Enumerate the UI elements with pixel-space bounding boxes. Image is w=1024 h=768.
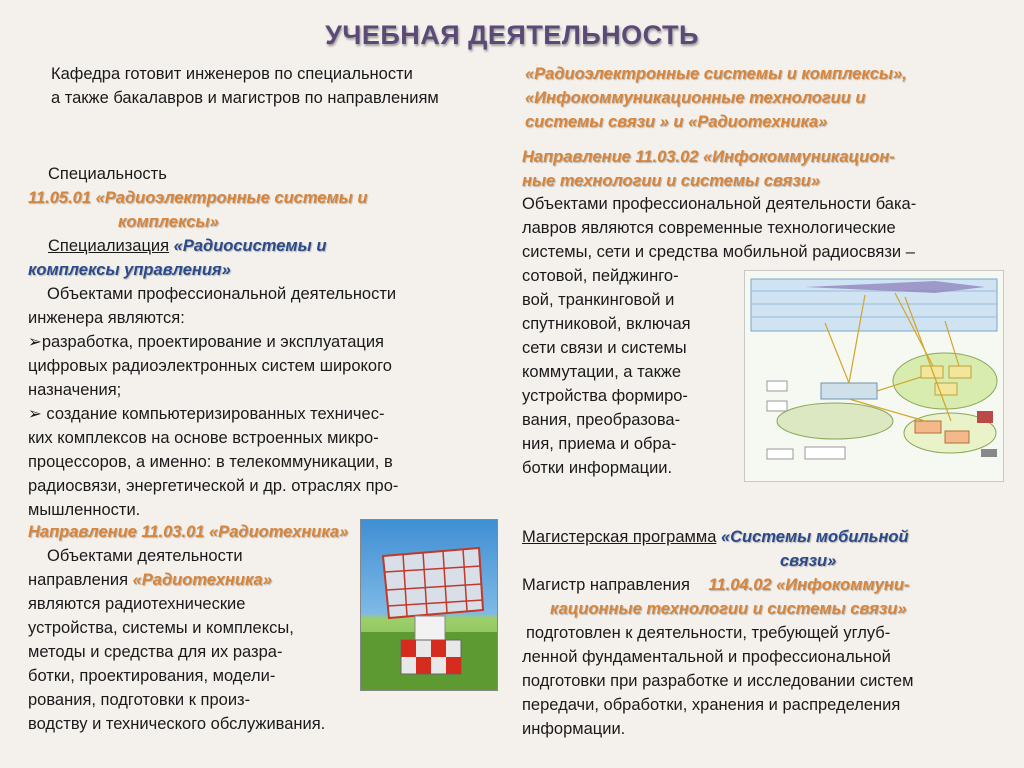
radiotech-name: «Радиотехника»: [132, 571, 272, 589]
left-objects-line: Объектами профессиональной деятельности: [47, 285, 397, 303]
infocom-dir-label2: ные технологии и системы связи»: [522, 172, 821, 190]
left-objects-line: ких комплексов на основе встроенных микро-: [28, 429, 379, 447]
master-text-line: передачи, обработки, хранения и распределения: [522, 696, 901, 714]
spec-line1: 11.05.01 «Радиоэлектронные системы и: [28, 189, 368, 207]
radiotech-text-line: направления: [28, 571, 133, 589]
specialization-name2: комплексы управления»: [28, 261, 231, 279]
right-objects-line: вания, преобразова-: [522, 411, 681, 429]
radiotech-text-line: Объектами деятельности: [47, 547, 243, 565]
intro-left-line2: а также бакалавров и магистров по направлениям: [51, 89, 439, 107]
left-objects-line: ➢ создание компьютеризированных техничес-: [28, 405, 385, 423]
radar-antenna-photo: [360, 519, 498, 691]
spec-line2: комплексы»: [118, 213, 219, 231]
right-objects-line: ния, приема и обра-: [522, 435, 677, 453]
master-dir-prefix: Магистр направления: [522, 576, 690, 594]
master-text-line: информации.: [522, 720, 626, 738]
left-objects-line: инженера являются:: [28, 309, 185, 327]
specialization-label: Специализация: [48, 237, 170, 255]
intro-right-line1: «Радиоэлектронные системы и комплексы»,: [525, 65, 907, 83]
right-objects-line: коммутации, а также: [522, 363, 682, 381]
right-objects-line: сети связи и системы: [522, 339, 687, 357]
radiotech-text-line: методы и средства для их разра-: [28, 643, 283, 661]
right-objects-line: вой, транкинговой и: [522, 291, 675, 309]
master-text-line: ленной фундаментальной и профессиональной: [522, 648, 891, 666]
left-objects-line: ➢разработка, проектирование и эксплуатация: [28, 333, 384, 351]
communication-network-diagram: [744, 270, 1004, 482]
radar-icon: [361, 520, 497, 690]
intro-right-line3: системы связи » и «Радиотехника»: [525, 113, 828, 131]
master-text-line: подготовлен к деятельности, требующей углуб-: [526, 624, 891, 642]
intro-right-line2: «Инфокоммуникационные технологии и: [525, 89, 866, 107]
radiotech-text-line: являются радиотехнические: [28, 595, 246, 613]
right-objects-line: системы, сети и средства мобильной радиосвязи –: [522, 243, 915, 261]
page-title: УЧЕБНАЯ ДЕЯТЕЛЬНОСТЬ: [325, 20, 699, 50]
master-dir-name2: кационные технологии и системы связи»: [550, 600, 907, 618]
specialization-name1: «Радиосистемы и: [173, 237, 327, 255]
spec-label: Специальность: [48, 165, 167, 183]
intro-left-line1: Кафедра готовит инженеров по специальности: [51, 65, 413, 83]
right-objects-line: сотовой, пейджинго-: [522, 267, 679, 285]
master-text-line: подготовки при разработке и исследовании систем: [522, 672, 914, 690]
master-program-name2: связи»: [780, 552, 837, 570]
radiotech-text-line: водству и технического обслуживания.: [28, 715, 326, 733]
right-objects-line: устройства формиро-: [522, 387, 688, 405]
network-diagram-icon: [745, 271, 1003, 481]
radiotech-text-line: устройства, системы и комплексы,: [28, 619, 294, 637]
right-objects-line: ботки информации.: [522, 459, 673, 477]
left-objects-line: назначения;: [28, 381, 122, 399]
left-objects-line: цифровых радиоэлектронных систем широкого: [28, 357, 392, 375]
radiotech-text-line: ботки, проектирования, модели-: [28, 667, 276, 685]
right-objects-line: спутниковой, включая: [522, 315, 691, 333]
right-objects-line: Объектами профессиональной деятельности бака-: [522, 195, 917, 213]
left-objects-line: радиосвязи, энергетической и др. отраслях про-: [28, 477, 399, 495]
infocom-dir-label1: Направление 11.03.02 «Инфокоммуникацион-: [522, 148, 895, 166]
master-program-name1: «Системы мобильной: [720, 528, 909, 546]
right-objects-line: лавров являются современные технологические: [522, 219, 896, 237]
master-dir-name1: 11.04.02 «Инфокоммуни-: [708, 576, 910, 594]
left-objects-line: процессоров, а именно: в телекоммуникации, в: [28, 453, 393, 471]
master-program-label: Магистерская программа: [522, 528, 717, 546]
radiotech-text-line: рования, подготовки к произ-: [28, 691, 251, 709]
left-objects-line: мышленности.: [28, 501, 141, 519]
radiotech-dir-label: Направление 11.03.01 «Радиотехника»: [28, 523, 349, 541]
